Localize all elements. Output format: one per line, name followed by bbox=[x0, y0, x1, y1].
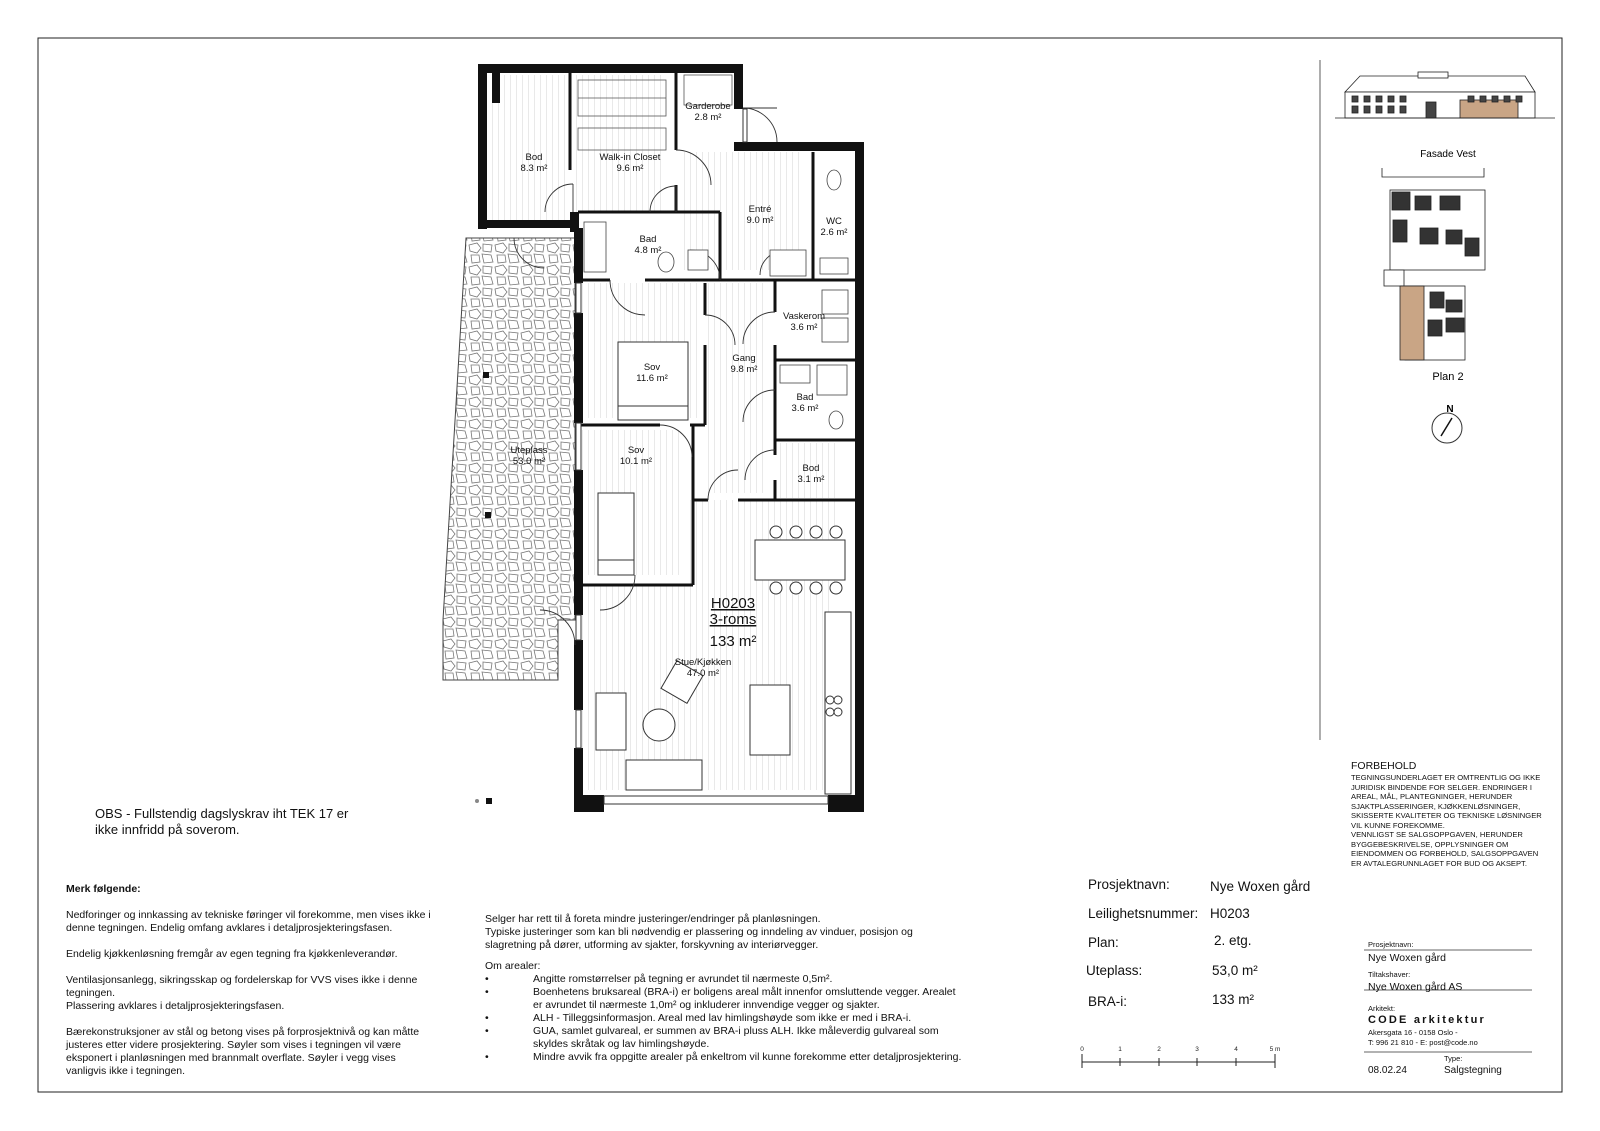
merk-line: vanligvis ikke i tegningen. bbox=[66, 1065, 186, 1077]
arealer-bullet: GUA, samlet gulvareal, er summen av BRA-i pluss ALH. Ikke måleverdig gulvareal som bbox=[533, 1025, 939, 1037]
floor-plan bbox=[443, 64, 864, 812]
arealer-bullet: Mindre avvik fra oppgitte arealer på enkeltrom vil kunne forekomme etter detaljprosjektering. bbox=[533, 1051, 962, 1063]
forbehold-title: FORBEHOLD bbox=[1351, 760, 1417, 772]
merk-title: Merk følgende: bbox=[66, 883, 141, 895]
arealer-bullet: Boenhetens bruksareal (BRA-i) er boligens areal målt innenfor omsluttende vegger. Arealet bbox=[533, 986, 956, 998]
scale-tick-0: 0 bbox=[1080, 1046, 1084, 1053]
merk-line bbox=[66, 1013, 431, 1026]
tb-contact: T: 996 21 810 - E: post@code.no bbox=[1368, 1038, 1478, 1047]
selger-block bbox=[485, 913, 913, 973]
room-name-gang: Gang bbox=[732, 353, 756, 364]
forbehold-line: ER AVTALEGRUNNLAGET FOR BUD OG AKSEPT. bbox=[1351, 858, 1527, 868]
forbehold-line: VIL KUNNE FOREKOMME. bbox=[1351, 820, 1445, 830]
merk-line: tegningen. bbox=[66, 987, 116, 999]
room-area-gang: 9.8 m² bbox=[730, 364, 758, 375]
selger-line: Typiske justeringer som kan bli nødvendig er plassering og inndeling av vinduer, posisjon og bbox=[485, 926, 913, 938]
room-area-vaskerom: 3.6 m² bbox=[790, 322, 818, 333]
forbehold-line: JURIDISK BINDENDE FOR SELGER. ENDRINGER I bbox=[1351, 782, 1533, 792]
prosjektnavn-value: Nye Woxen gård bbox=[1210, 879, 1311, 894]
unit-id: H0203 bbox=[710, 595, 756, 612]
room-name-bod-1: Bod bbox=[525, 152, 543, 163]
room-area-stue: 47.0 m² bbox=[686, 668, 720, 679]
selger-line: Selger har rett til å foreta mindre justeringer/endringer på planløsningen. bbox=[485, 913, 821, 925]
tb-date: 08.02.24 bbox=[1368, 1065, 1407, 1076]
merk-line: Bærekonstruksjoner av stål og betong vises på forprosjektnivå og kan måtte bbox=[66, 1026, 420, 1038]
fasade-label: Fasade Vest bbox=[1420, 149, 1476, 160]
tb-arkitekt: CODE arkitektur bbox=[1368, 1014, 1486, 1026]
forbehold-line: EIENDOMMEN OG FORBEHOLD, SALGSOPPGAVEN bbox=[1351, 849, 1539, 858]
merk-line: Endelig kjøkkenløsning fremgår av egen tegning fra kjøkkenleverandør. bbox=[66, 948, 398, 960]
tb-type-label: Type: bbox=[1444, 1054, 1463, 1063]
room-area-sov-2: 10.1 m² bbox=[619, 456, 653, 467]
north-arrow bbox=[1432, 404, 1462, 443]
merk-line: Nedforinger og innkassing av tekniske føringer vil forekomme, men vises ikke i bbox=[66, 909, 431, 921]
room-name-sov-1: Sov bbox=[643, 362, 661, 373]
uteplass-label: Uteplass: bbox=[1086, 963, 1143, 978]
room-name-garderobe: Garderobe bbox=[685, 101, 731, 112]
forbehold-line: TEGNINGSUNDERLAGET ER OMTRENTLIG OG IKKE bbox=[1351, 773, 1541, 782]
plan-label: Plan 2 bbox=[1432, 371, 1464, 383]
bra-value: 133 m² bbox=[1212, 992, 1255, 1007]
room-name-wc: WC bbox=[826, 216, 842, 227]
drain-marker bbox=[475, 799, 479, 803]
merk-line: eksponert i planløsningen med brannmalt overflate. Søyler i vegg vises bbox=[66, 1052, 396, 1064]
plan-value: 2. etg. bbox=[1214, 933, 1252, 948]
merk-line: denne tegningen. Endelig omfang avklares i detaljprosjekteringsfasen. bbox=[66, 922, 393, 934]
tb-prosjektnavn-label: Prosjektnavn: bbox=[1368, 940, 1414, 949]
forbehold-line: VENNLIGST SE SALGSOPPGAVEN, HERUNDER bbox=[1351, 830, 1523, 839]
forbehold-line: AREAL, MÅL, PLANTEGNINGER, HERUNDER bbox=[1351, 792, 1513, 801]
room-area-sov-1: 11.6 m² bbox=[636, 373, 668, 384]
room-area-wc: 2.6 m² bbox=[820, 227, 848, 238]
tb-tiltakshaver: Nye Woxen gård AS bbox=[1368, 981, 1463, 993]
forbehold-line: SJAKTPLASSERINGER, KJØKKENLØSNINGER, bbox=[1351, 801, 1521, 811]
room-name-entre: Entré bbox=[748, 204, 772, 215]
arealer-bullet: Angitte romstørrelser på tegning er avrundet til nærmeste 0,5m². bbox=[533, 973, 833, 985]
merk-block bbox=[66, 883, 431, 1078]
room-name-bad-2: Bad bbox=[796, 392, 814, 403]
tb-tiltakshaver-label: Tiltakshaver: bbox=[1368, 970, 1411, 979]
selger-line: slagretning på dører, utforming av sjakter, forskyvning av interiørvegger. bbox=[485, 939, 819, 951]
uteplass-value: 53,0 m² bbox=[1212, 963, 1258, 978]
room-name-bad-1: Bad bbox=[639, 234, 657, 245]
room-name-sov-2: Sov bbox=[627, 445, 645, 456]
merk-line: Ventilasjonsanlegg, sikringsskap og fordelerskap for VVS vises ikke i denne bbox=[66, 974, 418, 986]
scale-tick-5: 5 m bbox=[1269, 1046, 1281, 1053]
tb-arkitekt-label: Arkitekt: bbox=[1368, 1004, 1396, 1013]
merk-line bbox=[66, 961, 431, 974]
arealer-bullet-cont: skyldes skråtak og lav himlingshøyde. bbox=[533, 1038, 710, 1050]
bra-label: BRA-i: bbox=[1088, 994, 1128, 1009]
room-name-stue: Stue/Kjøkken bbox=[674, 657, 732, 668]
room-area-entre: 9.0 m² bbox=[746, 215, 774, 226]
scale-tick-2: 2 bbox=[1157, 1046, 1161, 1053]
forbehold-line: BYGGEBESKRIVELSE, OPPLYSNINGER OM bbox=[1351, 839, 1509, 849]
room-area-bad-1: 4.8 m² bbox=[634, 245, 662, 256]
bullet-mark: • bbox=[485, 1012, 489, 1024]
plan-drawing bbox=[1382, 168, 1485, 360]
keyplan bbox=[1335, 72, 1555, 443]
merk-line: Plassering avklares i detaljprosjekteringsfasen. bbox=[66, 1000, 285, 1012]
room-area-garderobe: 2.8 m² bbox=[694, 112, 722, 123]
north-label: N bbox=[1446, 404, 1454, 415]
room-area-walkin: 9.6 m² bbox=[616, 163, 644, 174]
scale-ticks bbox=[1080, 1046, 1280, 1053]
plan-label: Plan: bbox=[1088, 935, 1119, 950]
scale-tick-4: 4 bbox=[1234, 1046, 1238, 1053]
arealer-title: Om arealer: bbox=[485, 960, 541, 972]
tb-address: Akersgata 16 - 0158 Oslo - bbox=[1368, 1028, 1458, 1037]
room-name-bod-2: Bod bbox=[802, 463, 820, 474]
arealer-bullet: ALH - Tilleggsinformasjon. Areal med lav himlingshøyde som ikke er med i BRA-i. bbox=[533, 1012, 912, 1024]
unit-type: 3-roms bbox=[709, 611, 757, 628]
room-name-walkin: Walk-in Closet bbox=[599, 152, 661, 163]
merk-line bbox=[66, 935, 431, 948]
merk-line: justeres etter videre prosjektering. Søyler som vises i tegningen vil være bbox=[66, 1039, 401, 1051]
room-area-bod-2: 3.1 m² bbox=[797, 474, 825, 485]
forbehold-line: SKISSERTE KVALITETER OG TEKNISKE LØSNINGER bbox=[1351, 811, 1542, 820]
room-name-uteplass: Uteplass bbox=[510, 445, 548, 456]
facade-drawing bbox=[1335, 72, 1555, 118]
warning-line-1: OBS - Fullstendig dagslyskrav iht TEK 17 er bbox=[95, 806, 349, 821]
room-name-vaskerom: Vaskerom bbox=[782, 311, 826, 322]
bullet-mark: • bbox=[485, 973, 489, 985]
daylight-warning bbox=[95, 806, 348, 838]
bullet-mark: • bbox=[485, 986, 489, 998]
bullet-mark: • bbox=[485, 1025, 489, 1037]
room-area-uteplass: 53.0 m² bbox=[512, 456, 546, 467]
scale-tick-1: 1 bbox=[1118, 1046, 1122, 1053]
scale-tick-3: 3 bbox=[1195, 1046, 1199, 1053]
leilighet-label: Leilighetsnummer: bbox=[1088, 906, 1199, 921]
scale-bar bbox=[1082, 1054, 1275, 1068]
tb-prosjektnavn: Nye Woxen gård bbox=[1368, 952, 1447, 964]
bullet-mark: • bbox=[485, 1051, 489, 1063]
arealer-bullet-cont: er avrundet til nærmeste 1,0m² og inkluderer innvendige vegger og sjakter. bbox=[533, 999, 880, 1011]
room-area-bod-1: 8.3 m² bbox=[520, 163, 548, 174]
unit-label bbox=[710, 595, 757, 650]
room-area-bad-2: 3.6 m² bbox=[791, 403, 819, 414]
warning-line-2: ikke innfridd på soverom. bbox=[95, 822, 240, 837]
unit-area: 133 m² bbox=[709, 633, 757, 650]
tb-type: Salgstegning bbox=[1444, 1065, 1502, 1076]
leilighet-value: H0203 bbox=[1210, 906, 1250, 921]
forbehold-block bbox=[1351, 760, 1542, 868]
prosjektnavn-label: Prosjektnavn: bbox=[1088, 877, 1170, 892]
